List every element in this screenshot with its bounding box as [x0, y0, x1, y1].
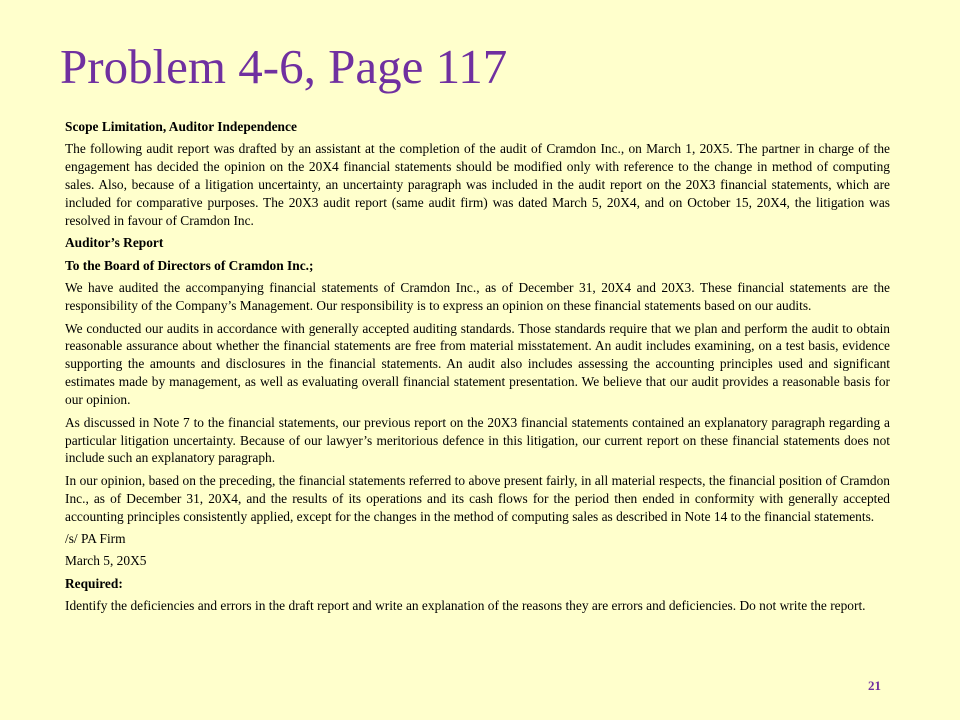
required-text: Identify the deficiencies and errors in the draft report and write an explanation of the reasons they are errors and deficiencies. Do not write the report. — [65, 598, 866, 614]
required-label: Required: — [65, 575, 123, 591]
report-paragraph-opinion: In our opinion, based on the preceding, the financial statements referred to above present fairly, in all material respects, the financial position of Cramdon Inc., as of December 31, 20X4, and the results of its operations and its cash flows for the period then ended in conformity with generally accepted accounting principles consistently applied, except for the changes in the method of computing sales as described in Note 14 to the financial statements. — [65, 472, 890, 524]
report-paragraph-litigation: As discussed in Note 7 to the financial statements, our previous report on the 20X3 financial statements contained an explanatory paragraph regarding a particular litigation uncertainty. Because of our lawyer’s meritorious defence in this litigation, our current report on these financial statements does not include such an explanatory paragraph. — [65, 414, 890, 466]
page-number: 21 — [868, 678, 881, 693]
report-signature: /s/ PA Firm — [65, 531, 126, 547]
problem-heading: Scope Limitation, Auditor Independence — [65, 119, 297, 134]
report-heading: Auditor’s Report — [65, 235, 164, 251]
report-date: March 5, 20X5 — [65, 553, 147, 569]
slide-title: Problem 4-6, Page 117 — [60, 39, 508, 94]
slide-body — [65, 118, 890, 620]
intro-paragraph: The following audit report was drafted by an assistant at the completion of the audit of Cramdon Inc., on March 1, 20X5. The partner in charge of the engagement has decided the opinion on the 20X4 financial statements should be modified only with reference to the change in method of computing sales. Also, because of a litigation uncertainty, an uncertainty paragraph was included in the audit report on the 20X3 financial statements, which are included for comparative purposes. The 20X3 audit report (same audit firm) was dated March 5, 20X4, and on October 15, 20X4, the litigation was resolved in favour of Cramdon Inc. — [65, 141, 890, 229]
report-paragraph-scope: We have audited the accompanying financial statements of Cramdon Inc., as of December 31, 20X4 and 20X3. These financial statements are the responsibility of the Company’s Management. Our responsibility is to express an opinion on these financial statements based on our audits. — [65, 280, 890, 314]
report-addressee: To the Board of Directors of Cramdon Inc.; — [65, 257, 314, 273]
report-paragraph-standards: We conducted our audits in accordance with generally accepted auditing standards. Those standards require that we plan and perform the audit to obtain reasonable assurance about whether the financial statements are free from material misstatement. An audit includes examining, on a test basis, evidence supporting the amounts and disclosures in the financial statements. An audit also includes assessing the accounting principles used and significant estimates made by management, as well as evaluating overall financial statement presentation. We believe that our audit provides a reasonable basis for our opinion. — [65, 320, 890, 408]
